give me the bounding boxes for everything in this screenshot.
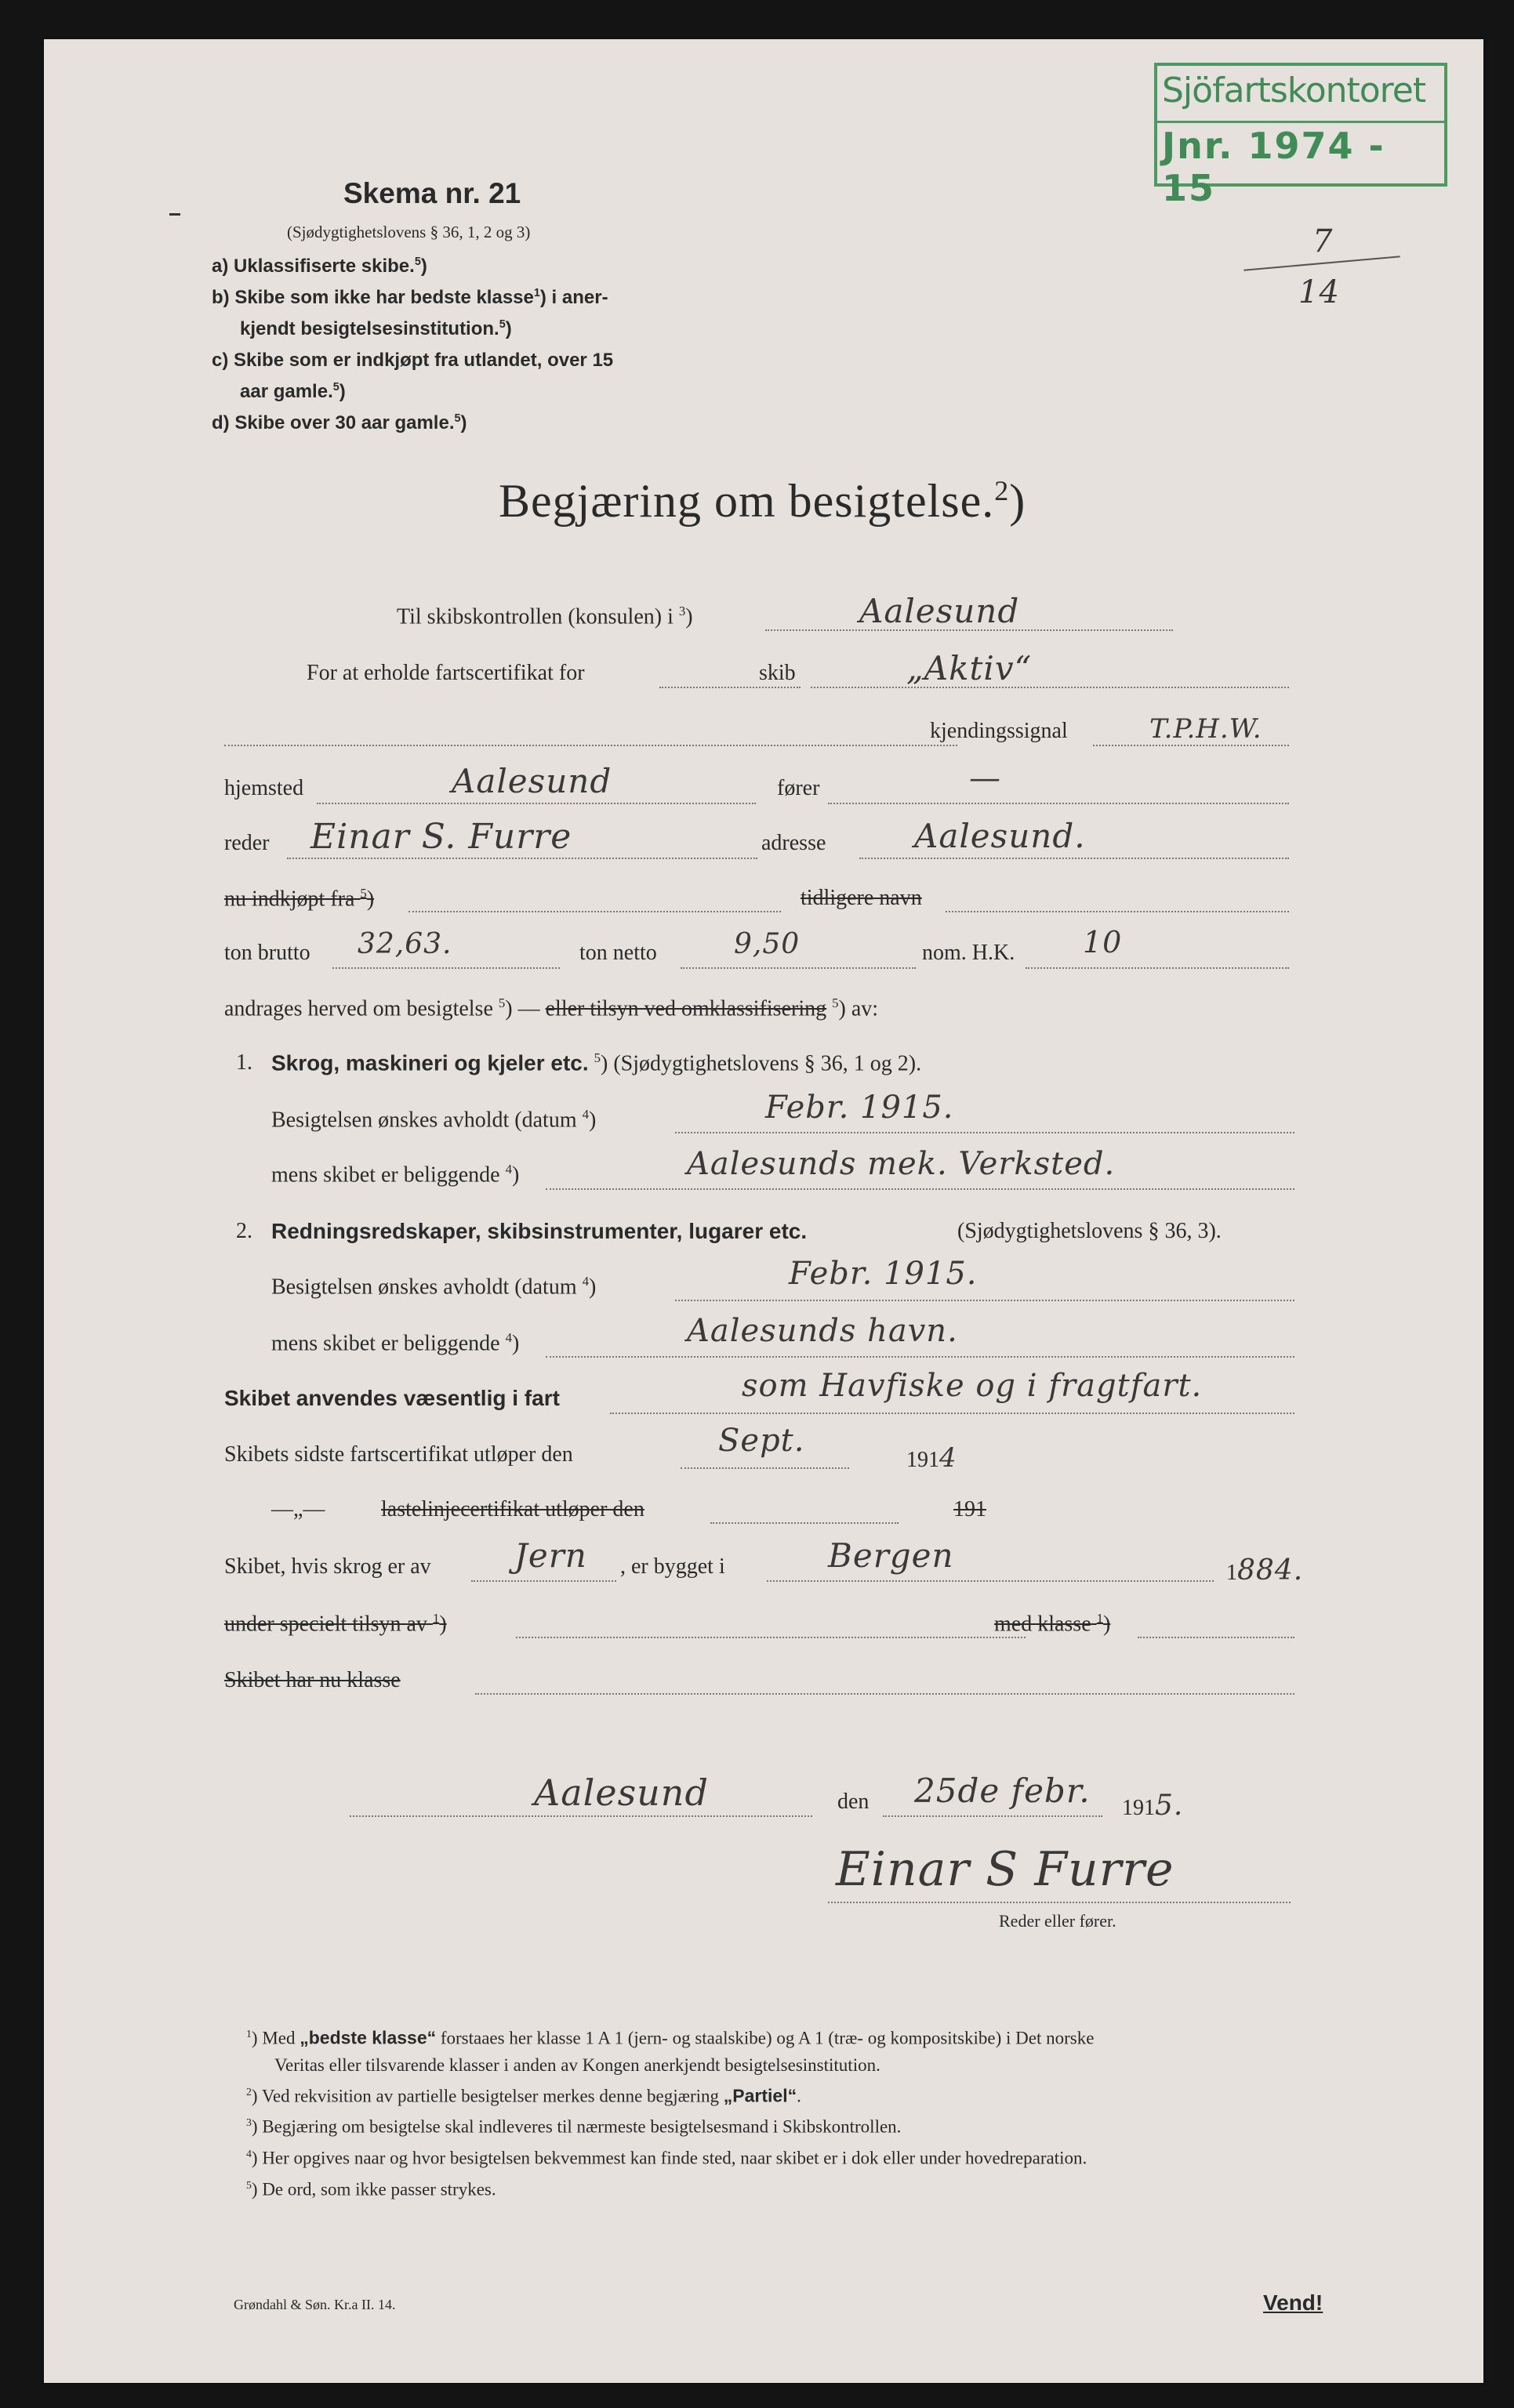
- field-sign-place[interactable]: Aalesund: [534, 1772, 709, 1814]
- field-kjendingssignal[interactable]: T.P.H.W.: [1149, 713, 1262, 745]
- label-ton-netto: ton netto: [579, 941, 657, 965]
- category-a: a) Uklassifiserte skibe.$^5$): [212, 256, 427, 277]
- field-s1-place[interactable]: Aalesunds mek. Verksted.: [687, 1146, 1116, 1182]
- footnote-4: $^4$) Her opgives naar og hvor besigtelsen bekvemmest kan finde sted, naar skibet er i dok eller under hovedreparation.: [246, 2147, 1087, 2168]
- label-s2-beliggende: mens skibet er beliggende $^4$): [271, 1330, 520, 1356]
- label-hvis-skrog: Skibet, hvis skrog er av: [224, 1554, 431, 1579]
- label-med-klasse: med klasse $^1$): [994, 1611, 1111, 1637]
- label-nu-klasse: Skibet har nu klasse: [224, 1668, 401, 1692]
- stamp-line-2: Jnr. 1974 - 15: [1162, 125, 1385, 209]
- label-forer: fører: [777, 776, 820, 800]
- label-den: den: [837, 1790, 870, 1814]
- main-title: Begjæring om besigtelse.$^2$): [499, 475, 1026, 527]
- field-sidste-date[interactable]: Sept.: [718, 1423, 805, 1459]
- footnote-2: $^2$) Ved rekvisition av partielle besigtelser merkes denne begjæring „Partiel“.: [246, 2085, 801, 2106]
- corner-note-top: 7: [1312, 223, 1334, 259]
- label-sidste-certifikat: Skibets sidste fartscertifikat utløper den: [224, 1442, 573, 1467]
- label-s2-avholdt: Besigtelsen ønskes avholdt (datum $^4$): [271, 1274, 597, 1300]
- field-forer[interactable]: —: [969, 760, 1001, 796]
- field-s1-datum[interactable]: Febr. 1915.: [765, 1090, 954, 1126]
- field-til-place[interactable]: Aalesund: [859, 592, 1020, 630]
- label-ditto: —„—: [271, 1497, 325, 1521]
- punch-mark: [169, 213, 180, 216]
- field-fart[interactable]: som Havfiske og i fragtfart.: [742, 1368, 1203, 1404]
- field-ship-name[interactable]: „Aktiv“: [906, 649, 1033, 687]
- field-adresse[interactable]: Aalesund.: [914, 817, 1086, 855]
- field-sign-date[interactable]: 25de febr.: [914, 1772, 1091, 1810]
- label-under-specielt: under specielt tilsyn av $^1$): [224, 1611, 447, 1637]
- form-number: Skema nr. 21: [343, 177, 521, 209]
- field-sidste-year[interactable]: 4: [939, 1442, 957, 1474]
- category-d: d) Skibe over 30 aar gamle.$^5$): [212, 412, 467, 433]
- label-andrages: andrages herved om besigtelse $^5$) — eller tilsyn ved omklassifisering $^5$) av:: [224, 995, 879, 1021]
- label-kjendingssignal: kjendingssignal: [930, 719, 1068, 743]
- footnotes: [246, 2021, 1094, 2203]
- field-nom-hk[interactable]: 10: [1083, 925, 1123, 959]
- field-bygget-year[interactable]: 884.: [1237, 1554, 1304, 1587]
- label-bygget-year: 1884.: [1226, 1554, 1304, 1587]
- label-anvendes: Skibet anvendes væsentlig i fart: [224, 1386, 560, 1410]
- law-reference: (Sjødygtighetslovens § 36, 1, 2 og 3): [287, 223, 531, 241]
- label-s1-beliggende: mens skibet er beliggende $^4$): [271, 1162, 520, 1188]
- field-bygget-place[interactable]: Bergen: [828, 1536, 954, 1575]
- field-s2-place[interactable]: Aalesunds havn.: [687, 1313, 958, 1349]
- category-b: b) Skibe som ikke har bedste klasse$^1$) i aner-: [212, 287, 608, 308]
- label-sign-year: 1915.: [1122, 1790, 1184, 1822]
- label-nu-indkjopt: nu indkjøpt fra $^5$): [224, 886, 375, 912]
- footnote-5: $^5$) De ord, som ikke passer strykes.: [246, 2178, 496, 2199]
- field-ton-brutto[interactable]: 32,63.: [358, 928, 452, 960]
- field-reder[interactable]: Einar S. Furre: [310, 817, 572, 857]
- footnote-1: $^1$) Med „bedste klasse“ forstaaes her klasse 1 A 1 (jern- og staalskibe) og A 1 (træ- og kompositskibe) i Det norske: [246, 2027, 1095, 2048]
- stamp-line-1: Sjöfartskontoret: [1162, 71, 1426, 111]
- label-reder-eller-forer: Reder eller fører.: [999, 1911, 1116, 1931]
- office-stamp: [1154, 63, 1447, 209]
- field-sign-year[interactable]: 5.: [1155, 1790, 1184, 1822]
- label-ton-brutto: ton brutto: [224, 941, 310, 965]
- field-skrog[interactable]: Jern: [514, 1536, 587, 1575]
- label-lastelinje-year: 191: [953, 1497, 986, 1521]
- section-1-heading: Skrog, maskineri og kjeler etc. $^5$) (Sjødygtighetslovens § 36, 1 og 2).: [271, 1050, 922, 1076]
- label-year-191: 1914: [906, 1442, 957, 1474]
- turn-over-note: Vend!: [1263, 2290, 1323, 2315]
- section-2-number: 2.: [236, 1219, 252, 1243]
- label-til-skibskontrollen: Til skibskontrollen (konsulen) i $^3$): [397, 604, 693, 629]
- signature[interactable]: Einar S Furre: [836, 1842, 1175, 1897]
- label-skib: skib: [759, 661, 796, 685]
- field-ton-netto[interactable]: 9,50: [734, 928, 801, 960]
- category-c-cont: aar gamle.$^5$): [240, 381, 346, 402]
- label-for-at-erholde: For at erholde fartscertifikat for: [307, 661, 585, 685]
- label-nom-hk: nom. H.K.: [922, 941, 1015, 965]
- printer-imprint: Grøndahl & Søn. Kr.a II. 14.: [234, 2297, 396, 2312]
- footnote-3: $^3$) Begjæring om besigtelse skal indleveres til nærmeste besigtelsesmand i Skibskontrollen.: [246, 2116, 902, 2137]
- category-b-cont: kjendt besigtelsesinstitution.$^5$): [240, 318, 512, 339]
- section-2-ref: (Sjødygtighetslovens § 36, 3).: [957, 1219, 1222, 1243]
- section-2-heading: Redningsredskaper, skibsinstrumenter, lugarer etc.: [271, 1219, 808, 1243]
- section-1-number: 1.: [236, 1050, 252, 1075]
- ship-category-list: [212, 248, 613, 437]
- corner-note-bottom: 14: [1298, 274, 1340, 310]
- label-hjemsted: hjemsted: [224, 776, 304, 800]
- category-c: c) Skibe som er indkjøpt fra utlandet, over 15: [212, 350, 614, 371]
- label-adresse: adresse: [761, 831, 826, 855]
- footnote-1-cont: Veritas eller tilsvarende klasser i anden av Kongen anerkjendt besigtelsesinstitution.: [274, 2054, 880, 2075]
- field-hjemsted[interactable]: Aalesund: [452, 762, 612, 800]
- form-page: [44, 39, 1483, 2383]
- label-tidligere-navn: tidligere navn: [801, 886, 922, 910]
- label-lastelinje: lastelinjecertifikat utløper den: [381, 1497, 644, 1521]
- field-s2-datum[interactable]: Febr. 1915.: [789, 1256, 978, 1292]
- label-s1-avholdt: Besigtelsen ønskes avholdt (datum $^4$): [271, 1107, 597, 1133]
- label-reder: reder: [224, 831, 270, 855]
- label-bygget: , er bygget i: [620, 1554, 725, 1579]
